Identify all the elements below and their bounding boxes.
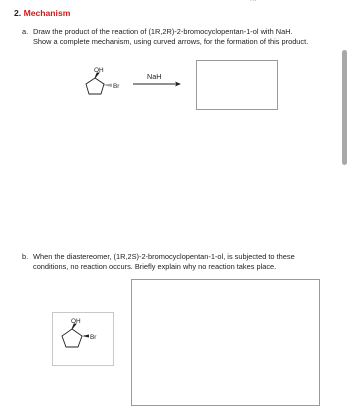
section-number: 2.: [14, 8, 22, 18]
question-b: [22, 252, 322, 271]
header-fragment: [250, 0, 257, 3]
scrollbar-thumb[interactable]: [342, 50, 347, 165]
question-b-text: When the diastereomer, (1R,2S)-2-bromocyclopentan-1-ol, is subjected to these conditions, no reaction occurs. Briefly explain why no reaction takes place.: [33, 252, 295, 271]
wedge-bond: [82, 335, 89, 338]
question-a-letter: a.: [22, 27, 29, 36]
explanation-answer-box[interactable]: [131, 279, 320, 406]
reagent-label: NaH: [147, 72, 162, 81]
reactant-structure: [80, 64, 138, 106]
reactant-oh-label: OH: [94, 67, 104, 74]
section-title: Mechanism: [23, 8, 71, 18]
section-heading: [14, 8, 70, 18]
question-a-text: Draw the product of the reaction of (1R,2R)-2-bromocyclopentan-1-ol with NaH. Show a complete mechanism, using curved arrows, for the formation of this product.: [33, 27, 309, 46]
product-answer-box[interactable]: [196, 60, 278, 110]
diastereomer-oh-label: OH: [71, 318, 81, 325]
question-a: [22, 27, 322, 46]
question-b-letter: b.: [22, 252, 29, 261]
hashed-bond: [105, 84, 111, 87]
diastereomer-structure: [55, 315, 111, 363]
diastereomer-br-label: Br: [90, 334, 97, 341]
reaction-arrow-icon: [132, 80, 182, 88]
reactant-br-label: Br: [113, 83, 120, 90]
